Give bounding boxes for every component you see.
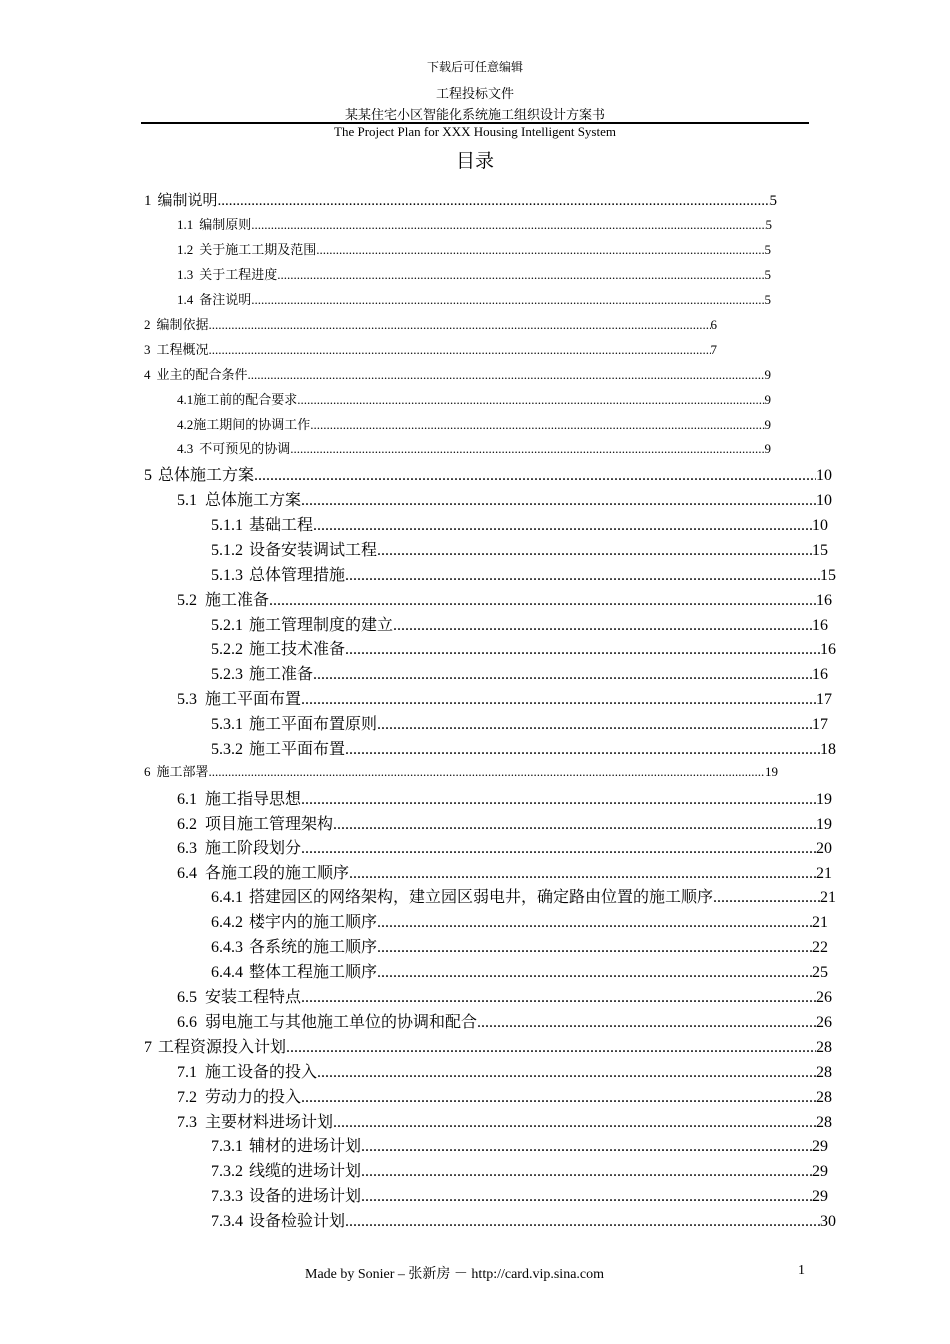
toc-entry[interactable]	[177, 984, 832, 1006]
toc-page-number: 18	[820, 741, 836, 758]
toc-leader-dots	[316, 242, 764, 258]
toc-entry-number: 5.1.2	[211, 542, 243, 559]
toc-leader-dots	[361, 1188, 812, 1206]
toc-entry[interactable]	[211, 1133, 828, 1155]
toc-page-number: 16	[820, 641, 836, 658]
toc-entry[interactable]	[211, 934, 828, 956]
toc-leader-dots	[313, 666, 812, 684]
toc-entry-title: 施工管理制度的建立	[249, 617, 394, 634]
toc-leader-dots	[251, 217, 765, 233]
toc-page-number: 21	[816, 865, 832, 882]
toc-page-number: 19	[816, 791, 832, 808]
toc-entry-number: 7.3	[177, 1114, 197, 1131]
toc-entry-title: 关于工程进度	[199, 267, 278, 282]
toc-page-number: 17	[816, 691, 832, 708]
toc-entry-title: 施工前的配合要求	[193, 392, 298, 407]
toc-entry-number: 4.2	[177, 417, 194, 432]
toc-entry[interactable]	[211, 884, 836, 906]
toc-leader-dots	[377, 964, 812, 982]
toc-entry[interactable]	[211, 1183, 828, 1205]
download-note: 下载后可任意编辑	[426, 60, 523, 74]
toc-entry-title: 总体施工方案	[158, 467, 255, 484]
toc-entry[interactable]	[144, 314, 717, 336]
toc-leader-dots	[377, 914, 812, 932]
toc-leader-dots	[301, 840, 816, 858]
toc-entry[interactable]	[144, 339, 717, 361]
toc-entry-title: 项目施工管理架构	[205, 816, 334, 833]
toc-entry-title: 施工准备	[249, 666, 314, 683]
toc-page-number: 16	[812, 617, 828, 634]
toc-entry-number: 5.2.3	[211, 666, 243, 683]
toc-leader-dots	[209, 317, 711, 333]
toc-entry[interactable]	[177, 214, 772, 236]
toc-entry-title: 施工部署	[156, 764, 209, 779]
toc-entry[interactable]	[177, 414, 771, 436]
toc-page-number: 10	[816, 492, 832, 509]
toc-entry[interactable]	[177, 289, 771, 311]
toc-entry-title: 施工设备的投入	[205, 1064, 318, 1081]
toc-entry[interactable]	[211, 909, 828, 931]
toc-page-number: 20	[816, 840, 832, 857]
toc-leader-dots	[345, 641, 820, 659]
toc-entry-title: 施工阶段划分	[205, 840, 302, 857]
toc-entry-title: 基础工程	[249, 517, 314, 534]
toc-entry[interactable]	[177, 835, 832, 857]
toc-leader-dots	[301, 492, 816, 510]
toc-entry-number: 7.3.1	[211, 1138, 243, 1155]
toc-leader-dots	[254, 467, 816, 485]
toc-entry-number: 6.4	[177, 865, 197, 882]
toc-leader-dots	[333, 1114, 816, 1132]
toc-entry-title: 设备安装调试工程	[249, 542, 378, 559]
toc-leader-dots	[377, 716, 812, 734]
toc-entry[interactable]	[211, 562, 836, 584]
document-category: 工程投标文件	[435, 86, 514, 101]
toc-page-number: 29	[812, 1163, 828, 1180]
toc-entry-number: 6.4.3	[211, 939, 243, 956]
toc-entry-title: 业主的配合条件	[156, 367, 248, 382]
toc-page-number: 17	[812, 716, 828, 733]
toc-leader-dots	[269, 592, 816, 610]
toc-entry-number: 2	[144, 317, 151, 332]
toc-entry[interactable]	[144, 761, 778, 783]
toc-page-number: 5	[764, 292, 771, 307]
toc-entry-number: 6.4.2	[211, 914, 243, 931]
toc-leader-dots	[286, 1039, 816, 1057]
toc-entry-title: 各施工段的施工顺序	[205, 865, 350, 882]
toc-entry[interactable]	[177, 587, 832, 609]
toc-entry[interactable]	[177, 389, 771, 411]
document-title-english: The Project Plan for XXX Housing Intelligent System	[334, 124, 616, 139]
toc-leader-dots	[301, 1089, 816, 1107]
toc-leader-dots	[301, 989, 816, 1007]
toc-entry-number: 5.1.1	[211, 517, 243, 534]
toc-entry-number: 6.6	[177, 1014, 197, 1031]
toc-entry[interactable]	[177, 438, 771, 460]
toc-page-number: 29	[812, 1138, 828, 1155]
toc-entry-number: 5.3.2	[211, 741, 243, 758]
toc-entry-title: 备注说明	[199, 292, 252, 307]
toc-page-number: 22	[812, 939, 828, 956]
toc-entry-title: 施工平面布置原则	[249, 716, 378, 733]
toc-entry[interactable]	[177, 1059, 832, 1081]
toc-page-number: 10	[816, 467, 832, 484]
toc-page-number: 9	[764, 417, 771, 432]
toc-entry-number: 4.3	[177, 441, 194, 456]
toc-entry-number: 6.4.4	[211, 964, 243, 981]
toc-leader-dots	[477, 1014, 816, 1032]
toc-page-number: 9	[764, 392, 771, 407]
toc-page-number: 5	[765, 217, 772, 232]
toc-page-number: 25	[812, 964, 828, 981]
toc-leader-dots	[333, 816, 816, 834]
toc-leader-dots	[301, 691, 816, 709]
toc-entry-title: 辅材的进场计划	[249, 1138, 362, 1155]
toc-entry-title: 编制依据	[156, 317, 209, 332]
toc-leader-dots	[349, 865, 816, 883]
toc-page-number: 28	[816, 1064, 832, 1081]
toc-leader-dots	[310, 417, 764, 433]
toc-entry-number: 5.2.1	[211, 617, 243, 634]
toc-entry-number: 6.4.1	[211, 889, 243, 906]
toc-leader-dots	[361, 1163, 812, 1181]
toc-page-number: 21	[812, 914, 828, 931]
toc-page-number: 15	[820, 567, 836, 584]
toc-leader-dots	[377, 939, 812, 957]
toc-entry-number: 6.5	[177, 989, 197, 1006]
toc-entry[interactable]	[177, 860, 832, 882]
toc-entry-number: 5.1.3	[211, 567, 243, 584]
toc-entry-title: 楼宇内的施工顺序	[249, 914, 378, 931]
toc-page-number: 19	[816, 816, 832, 833]
toc-entry-number: 6.2	[177, 816, 197, 833]
toc-page-number: 5	[764, 267, 771, 282]
toc-entry-title: 施工平面布置	[249, 741, 346, 758]
toc-entry[interactable]	[211, 612, 828, 634]
toc-entry-title: 劳动力的投入	[205, 1089, 302, 1106]
footer-credit: Made by Sonier – 张新房 － http://card.vip.sina.com	[305, 1267, 605, 1282]
toc-entry-title: 编制说明	[157, 193, 218, 209]
toc-entry[interactable]	[211, 736, 836, 758]
document-title: 某某住宅小区智能化系统施工组织设计方案书	[344, 107, 605, 122]
toc-entry-title: 施工平面布置	[205, 691, 302, 708]
toc-entry-title: 设备的进场计划	[249, 1188, 362, 1205]
toc-entry[interactable]	[144, 1034, 832, 1056]
toc-entry[interactable]	[177, 264, 771, 286]
toc-entry[interactable]	[144, 189, 777, 211]
toc-page-number: 15	[812, 542, 828, 559]
toc-entry-number: 1	[144, 193, 152, 209]
toc-leader-dots	[377, 542, 812, 560]
toc-leader-dots	[345, 567, 820, 585]
toc-leader-dots	[297, 392, 764, 408]
toc-entry-title: 弱电施工与其他施工单位的协调和配合	[205, 1014, 478, 1031]
toc-page-number: 29	[812, 1188, 828, 1205]
toc-entry-title: 施工准备	[205, 592, 270, 609]
toc-page-number: 26	[816, 1014, 832, 1031]
toc-entry-title: 工程资源投入计划	[158, 1039, 287, 1056]
toc-entry-number: 7.2	[177, 1089, 197, 1106]
toc-page-number: 5	[769, 193, 777, 209]
toc-leader-dots	[345, 741, 820, 759]
toc-leader-dots	[209, 342, 711, 358]
toc-page-number: 28	[816, 1089, 832, 1106]
toc-entry-number: 5.1	[177, 492, 197, 509]
page-number: 1	[798, 1263, 805, 1278]
toc-leader-dots	[290, 441, 764, 457]
toc-page-number: 9	[764, 367, 771, 382]
toc-entry-title: 总体管理措施	[249, 567, 346, 584]
toc-leader-dots	[313, 517, 812, 535]
toc-entry-title: 安装工程特点	[205, 989, 302, 1006]
toc-page-number: 19	[765, 764, 778, 779]
toc-entry[interactable]	[177, 1009, 832, 1031]
toc-leader-dots	[209, 764, 765, 780]
toc-entry[interactable]	[211, 661, 828, 683]
toc-entry-number: 4.1	[177, 392, 194, 407]
toc-leader-dots	[317, 1064, 816, 1082]
toc-leader-dots	[277, 267, 764, 283]
toc-entry-number: 7.3.2	[211, 1163, 243, 1180]
toc-page-number: 16	[816, 592, 832, 609]
toc-page-number: 7	[710, 342, 717, 357]
toc-entry-title: 施工技术准备	[249, 641, 346, 658]
toc-leader-dots	[248, 367, 765, 383]
toc-entry[interactable]	[211, 636, 836, 658]
toc-entry-number: 7.3.4	[211, 1213, 243, 1230]
toc-entry[interactable]	[177, 239, 771, 261]
toc-entry-number: 6.1	[177, 791, 197, 808]
toc-entry-number: 5.3.1	[211, 716, 243, 733]
toc-entry-title: 整体工程施工顺序	[249, 964, 378, 981]
toc-entry-title: 编制原则	[199, 217, 252, 232]
toc-entry[interactable]	[177, 487, 832, 509]
toc-entry-number: 4	[144, 367, 151, 382]
toc-entry[interactable]	[211, 959, 828, 981]
toc-entry[interactable]	[177, 686, 832, 708]
toc-entry-number: 5.2	[177, 592, 197, 609]
toc-leader-dots	[345, 1213, 820, 1231]
toc-entry[interactable]	[144, 364, 771, 386]
toc-page-number: 28	[816, 1114, 832, 1131]
toc-entry-number: 1.2	[177, 242, 194, 257]
toc-entry-number: 7	[144, 1039, 152, 1056]
toc-entry-title: 搭建园区的网络架构，建立园区弱电井，确定路由位置的施工顺序	[249, 889, 714, 906]
toc-entry[interactable]	[211, 1208, 836, 1230]
toc-entry-title: 不可预见的协调	[199, 441, 291, 456]
toc-entry-number: 5.2.2	[211, 641, 243, 658]
toc-page-number: 16	[812, 666, 828, 683]
toc-entry[interactable]	[211, 537, 828, 559]
toc-page-number: 21	[820, 889, 836, 906]
toc-entry-title: 工程概况	[156, 342, 209, 357]
toc-entry[interactable]	[177, 811, 832, 833]
toc-entry[interactable]	[177, 1084, 832, 1106]
toc-entry[interactable]	[211, 512, 828, 534]
toc-entry-title: 各系统的施工顺序	[249, 939, 378, 956]
toc-entry-title: 线缆的进场计划	[249, 1163, 362, 1180]
toc-entry-title: 总体施工方案	[205, 492, 302, 509]
toc-entry-number: 7.1	[177, 1064, 197, 1081]
toc-page-number: 30	[820, 1213, 836, 1230]
toc-title: 目录	[455, 151, 494, 172]
toc-entry-number: 1.3	[177, 267, 194, 282]
toc-entry-number: 6.3	[177, 840, 197, 857]
toc-entry-number: 6	[144, 764, 151, 779]
toc-entry-number: 3	[144, 342, 151, 357]
toc-page-number: 28	[816, 1039, 832, 1056]
toc-leader-dots	[301, 791, 816, 809]
toc-entry[interactable]	[177, 1109, 832, 1131]
toc-entry-title: 关于施工工期及范围	[199, 242, 317, 257]
toc-entry-number: 1.4	[177, 292, 194, 307]
toc-entry[interactable]	[177, 786, 832, 808]
toc-page-number: 10	[812, 517, 828, 534]
toc-entry[interactable]	[211, 1158, 828, 1180]
toc-entry-number: 1.1	[177, 217, 194, 232]
toc-entry[interactable]	[144, 462, 832, 484]
toc-page-number: 9	[764, 441, 771, 456]
toc-leader-dots	[393, 617, 812, 635]
toc-entry-number: 5	[144, 467, 152, 484]
toc-page-number: 26	[816, 989, 832, 1006]
toc-leader-dots	[713, 889, 820, 907]
toc-entry-title: 设备检验计划	[249, 1213, 346, 1230]
toc-entry-title: 施工期间的协调工作	[193, 417, 311, 432]
toc-entry-number: 5.3	[177, 691, 197, 708]
toc-entry-title: 主要材料进场计划	[205, 1114, 334, 1131]
toc-entry-title: 施工指导思想	[205, 791, 302, 808]
toc-page-number: 5	[764, 242, 771, 257]
toc-entry-number: 7.3.3	[211, 1188, 243, 1205]
toc-leader-dots	[251, 292, 764, 308]
toc-leader-dots	[218, 193, 770, 210]
toc-page-number: 6	[710, 317, 717, 332]
toc-entry[interactable]	[211, 711, 828, 733]
toc-leader-dots	[361, 1138, 812, 1156]
